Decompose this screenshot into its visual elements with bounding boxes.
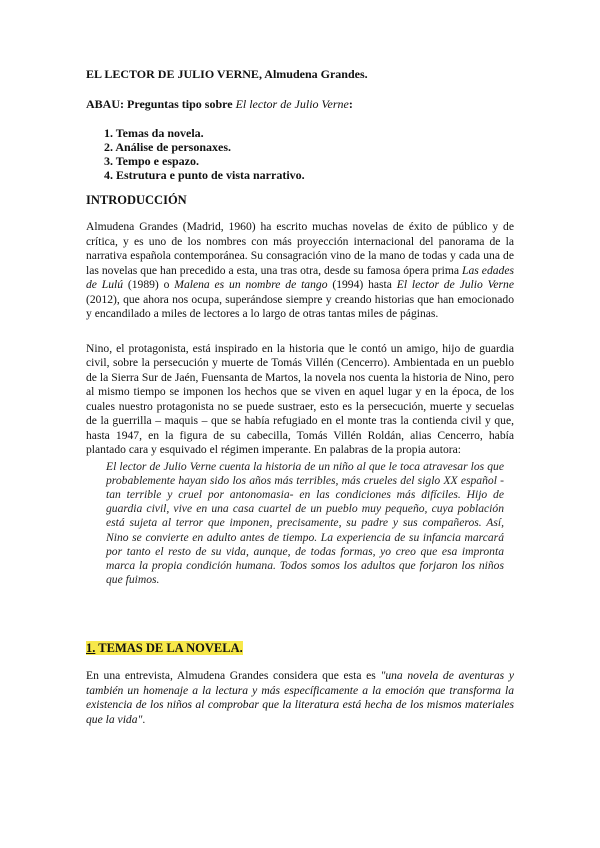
document-title: EL LECTOR DE JULIO VERNE, Almudena Grandes. <box>86 67 368 81</box>
section-1-paragraph-1: En una entrevista, Almudena Grandes considera que esta es "una novela de aventuras y también un homenaje a la lectura y más específicamente a la emoción que transforma la existencia de los niños al comprobar que la literatura está hecha de los mismos materiales que la vida". <box>86 669 514 726</box>
section-1-title: TEMAS DE LA NOVELA. <box>95 641 243 656</box>
section-1-number: 1. <box>86 641 96 656</box>
document-subtitle <box>86 96 514 112</box>
intro-heading: INTRODUCCIÓN <box>86 193 187 207</box>
intro-paragraph-1: Almudena Grandes (Madrid, 1960) ha escrito muchas novelas de éxito de público y de crítica, y es uno de los nombres con más proyección internacional del panorama de la narrativa española contemporánea. Su consagración vino de la mano de todas y cada una de las novelas que han precedido a esta, una tras otra, desde su famosa ópera prima Las edades de Lulú (1989) o Malena es un nombre de tango (1994) hasta El lector de Julio Verne (2012), que ahora nos ocupa, superándose siempre y creando historias que han emocionado y encandilado a miles de lectores a lo largo de otras tantas miles de páginas. <box>86 220 514 320</box>
question-item: 4. Estrutura e punto de vista narrativo. <box>104 168 305 182</box>
section-1-heading <box>86 640 243 656</box>
subtitle-suffix: : <box>348 97 353 111</box>
question-item: 1. Temas da novela. <box>104 126 204 140</box>
question-list <box>86 126 514 182</box>
question-item: 2. Análise de personaxes. <box>104 140 232 154</box>
question-item: 3. Tempo e espazo. <box>104 154 200 168</box>
subtitle-book-title: El lector de Julio Verne <box>235 97 349 111</box>
author-quote: El lector de Julio Verne cuenta la historia de un niño al que le toca atravesar los que probablemente hayan sido los años más terribles, más crueles del siglo XX español -tan terrible y cruel por antonomasia- en las condiciones más difíciles. Hijo de guardia civil, vive en una casa cuartel de un pueblo muy pequeño, cuya población está sujeta al terror que imponen, precisamente, su padre y sus compañeros. Así, Nino se convierte en adulto antes de tiempo. La experiencia de su infancia marcará por tanto el resto de su vida, aunque, de todas formas, yo creo que esa impronta marca la propia condición humana. Todos somos los adultos que forjaron los niños que fuimos. <box>106 459 504 587</box>
intro-paragraph-2: Nino, el protagonista, está inspirado en la historia que le contó un amigo, hijo de guardia civil, sobre la persecución y muerte de Tomás Villén (Cencerro). Ambientada en un pueblo de la Sierra Sur de Jaén, Fuensanta de Martos, la novela nos cuenta la historia de Nino, pero al mismo tiempo se imponen los hechos que se viven en aquel lugar y en la época, de los cuales nuestro protagonista no se puede sustraer, esto es la persecución, muerte y secuelas de la guerrilla – maquis – que se había refugiado en el monte tras la contienda civil y que, hasta 1947, en la figura de su cabecilla, Tomás Villén Roldán, alias Cencerro, había plantado cara y esquivado el régimen imperante. En palabras de la propia autora: <box>86 341 514 456</box>
subtitle-prefix: ABAU: Preguntas tipo sobre <box>86 97 236 111</box>
